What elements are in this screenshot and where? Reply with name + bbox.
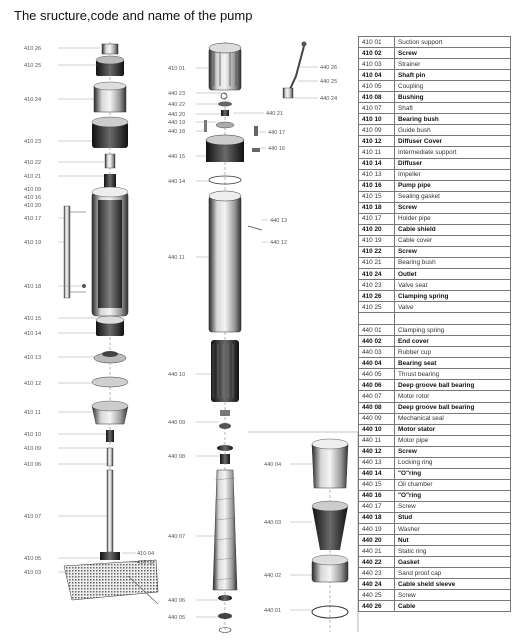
part-name: Bearing seat <box>395 358 511 369</box>
table-row <box>359 479 511 490</box>
part-name: Screw <box>395 501 511 512</box>
part-name: Cable cover <box>395 235 511 246</box>
table-row <box>359 535 511 546</box>
part-name: Clamping spring <box>395 291 511 302</box>
part-name: Thrust bearing <box>395 369 511 380</box>
callout-label: 440 02 <box>264 573 282 579</box>
callout-label: 440 06 <box>168 598 186 604</box>
callout-label: 410 26 <box>24 46 42 52</box>
part-name: Diffuser Cover <box>395 136 511 147</box>
part-code: 440 24 <box>359 579 395 590</box>
table-row <box>359 257 511 268</box>
table-row <box>359 235 511 246</box>
part-code: 440 20 <box>359 535 395 546</box>
part-name: Deep groove ball bearing <box>395 402 511 413</box>
callout-label: 440 17 <box>268 130 286 136</box>
callout-label: 410 01 <box>168 66 186 72</box>
callout-label: 410 12 <box>24 381 42 387</box>
callout-label: 410 14 <box>24 331 42 337</box>
table-row <box>359 202 511 213</box>
part-code: 410 02 <box>359 48 395 59</box>
left-assembly <box>64 42 158 604</box>
page-title: The sructure,code and name of the pump <box>14 8 253 23</box>
table-row <box>359 347 511 358</box>
part-name: End cover <box>395 336 511 347</box>
table-row <box>359 446 511 457</box>
table-row <box>359 48 511 59</box>
table-row <box>359 402 511 413</box>
callout-label: 410 10 <box>24 432 42 438</box>
part-code: 410 07 <box>359 103 395 114</box>
part-code: 410 20 <box>359 224 395 235</box>
part-name: Outlet <box>395 268 511 279</box>
callout-label: 440 13 <box>270 218 288 224</box>
table-row <box>359 358 511 369</box>
table-row <box>359 147 511 158</box>
part-name: Guide bush <box>395 125 511 136</box>
callout-label: 440 07 <box>168 534 186 540</box>
part-code: 440 07 <box>359 391 395 402</box>
table-row <box>359 280 511 291</box>
part-name: Holder pipe <box>395 213 511 224</box>
callout-label: 410 06 <box>24 462 42 468</box>
center-assembly <box>204 42 307 633</box>
table-row <box>359 336 511 347</box>
part-name: Screw <box>395 246 511 257</box>
part-code <box>359 313 395 325</box>
table-row <box>359 325 511 336</box>
callout-label: 410 18 <box>24 284 42 290</box>
callout-label: 410 05 <box>24 556 42 562</box>
callout-label: 410 02 <box>137 560 155 566</box>
table-row <box>359 512 511 523</box>
part-code: 410 24 <box>359 268 395 279</box>
callout-label: 440 18 <box>168 129 186 135</box>
table-row <box>359 136 511 147</box>
table-row <box>359 579 511 590</box>
part-name: Static ring <box>395 546 511 557</box>
callout-label: 440 19 <box>168 120 186 126</box>
part-code: 410 21 <box>359 257 395 268</box>
part-name: Impeller <box>395 169 511 180</box>
callout-label: 410 09 <box>24 187 42 193</box>
part-name <box>395 313 511 325</box>
part-code: 410 18 <box>359 202 395 213</box>
callout-label: 440 01 <box>264 608 282 614</box>
part-name: Screw <box>395 202 511 213</box>
part-name: Cable shield <box>395 224 511 235</box>
table-row <box>359 246 511 257</box>
callout-label: 440 08 <box>168 454 186 460</box>
part-name: Screw <box>395 590 511 601</box>
part-code: 440 13 <box>359 457 395 468</box>
part-code: 410 23 <box>359 280 395 291</box>
callout-label: 410 15 <box>24 316 42 322</box>
part-code: 410 09 <box>359 125 395 136</box>
table-row <box>359 546 511 557</box>
table-row <box>359 457 511 468</box>
callout-label: 410 17 <box>24 216 42 222</box>
part-name: Gasket <box>395 557 511 568</box>
part-name: Locking ring <box>395 457 511 468</box>
part-name: Motor pipe <box>395 435 511 446</box>
table-row <box>359 213 511 224</box>
part-code: 440 21 <box>359 546 395 557</box>
table-row <box>359 180 511 191</box>
table-row <box>359 557 511 568</box>
parts-table-body <box>359 37 511 612</box>
part-code: 440 06 <box>359 380 395 391</box>
part-name: Motor rotor <box>395 391 511 402</box>
callout-label: 440 04 <box>264 462 282 468</box>
part-name: Shaft pin <box>395 70 511 81</box>
callout-label: 410 07 <box>24 514 42 520</box>
callout-label: 410 23 <box>24 139 42 145</box>
part-code: 410 10 <box>359 114 395 125</box>
part-name: Screw <box>395 48 511 59</box>
part-code: 410 16 <box>359 180 395 191</box>
part-name: Valve <box>395 302 511 313</box>
part-code: 410 22 <box>359 246 395 257</box>
callout-label: 440 24 <box>320 96 338 102</box>
callout-label: 410 11 <box>24 410 41 416</box>
table-row <box>359 191 511 202</box>
part-code: 440 23 <box>359 568 395 579</box>
part-name: Mechanical seal <box>395 413 511 424</box>
part-name: Suction support <box>395 37 511 48</box>
table-row <box>359 391 511 402</box>
callout-label: 410 04 <box>137 551 155 557</box>
part-name: Coupling <box>395 81 511 92</box>
table-row <box>359 125 511 136</box>
table-row <box>359 380 511 391</box>
callout-label: 440 26 <box>320 65 338 71</box>
part-code: 440 08 <box>359 402 395 413</box>
table-row <box>359 302 511 313</box>
part-code: 440 04 <box>359 358 395 369</box>
part-name: Diffuser <box>395 158 511 169</box>
callout-label: 410 16 <box>24 195 42 201</box>
part-code: 410 19 <box>359 235 395 246</box>
callout-label: 440 21 <box>266 111 284 117</box>
table-row <box>359 501 511 512</box>
part-code: 410 26 <box>359 291 395 302</box>
part-name: Rubber cup <box>395 347 511 358</box>
table-row <box>359 524 511 535</box>
part-code: 410 14 <box>359 158 395 169</box>
table-row <box>359 369 511 380</box>
callout-label: 440 23 <box>168 91 186 97</box>
table-row <box>359 268 511 279</box>
part-name: Cable sheld sleeve <box>395 579 511 590</box>
table-row <box>359 224 511 235</box>
part-code: 410 01 <box>359 37 395 48</box>
part-name: Motor stator <box>395 424 511 435</box>
table-row <box>359 37 511 48</box>
part-name: Bearing bush <box>395 114 511 125</box>
callout-label: 440 20 <box>168 112 186 118</box>
part-code: 440 14 <box>359 468 395 479</box>
part-name: Nut <box>395 535 511 546</box>
callout-label: 440 22 <box>168 102 186 108</box>
table-row <box>359 568 511 579</box>
part-code: 440 05 <box>359 369 395 380</box>
part-code: 410 13 <box>359 169 395 180</box>
table-row <box>359 103 511 114</box>
callout-label: 440 05 <box>168 615 186 621</box>
callout-label: 440 09 <box>168 420 186 426</box>
part-code: 440 22 <box>359 557 395 568</box>
part-code: 440 25 <box>359 590 395 601</box>
callout-label: 410 24 <box>24 97 42 103</box>
table-row <box>359 70 511 81</box>
part-code: 440 11 <box>359 435 395 446</box>
part-name: Clamping spring <box>395 325 511 336</box>
callout-label: 410 03 <box>24 570 42 576</box>
part-code: 410 08 <box>359 92 395 103</box>
table-row <box>359 169 511 180</box>
callout-labels <box>24 46 337 621</box>
callout-label: 440 11 <box>168 255 185 261</box>
table-row <box>359 490 511 501</box>
callout-label: 440 16 <box>268 146 286 152</box>
part-name: Intermediate support <box>395 147 511 158</box>
part-code: 410 15 <box>359 191 395 202</box>
part-code: 440 26 <box>359 601 395 612</box>
callout-label: 440 03 <box>264 520 282 526</box>
part-name: Cable <box>395 601 511 612</box>
part-name: Bushing <box>395 92 511 103</box>
part-code: 440 03 <box>359 347 395 358</box>
part-name: Sealing gasket <box>395 191 511 202</box>
part-name: Strainer <box>395 59 511 70</box>
part-name: Sand proof cap <box>395 568 511 579</box>
table-row <box>359 114 511 125</box>
table-row <box>359 92 511 103</box>
callout-label: 410 20 <box>24 203 42 209</box>
table-row <box>359 424 511 435</box>
table-row <box>359 590 511 601</box>
part-code: 440 01 <box>359 325 395 336</box>
part-code: 440 16 <box>359 490 395 501</box>
part-code: 410 12 <box>359 136 395 147</box>
part-code: 410 17 <box>359 213 395 224</box>
part-name: Deep groove ball bearing <box>395 380 511 391</box>
part-name: Pump pipe <box>395 180 511 191</box>
callout-label: 410 22 <box>24 160 42 166</box>
callout-label: 440 15 <box>168 154 186 160</box>
part-code: 440 19 <box>359 524 395 535</box>
part-name: Oil chamber <box>395 479 511 490</box>
part-code: 440 17 <box>359 501 395 512</box>
part-name: "O"ring <box>395 468 511 479</box>
table-row <box>359 59 511 70</box>
part-code: 410 25 <box>359 302 395 313</box>
callout-label: 440 25 <box>320 79 338 85</box>
table-row <box>359 81 511 92</box>
part-code: 440 09 <box>359 413 395 424</box>
table-row <box>359 158 511 169</box>
callout-label: 410 25 <box>24 63 42 69</box>
part-name: Washer <box>395 524 511 535</box>
part-code: 440 02 <box>359 336 395 347</box>
table-row <box>359 468 511 479</box>
part-code: 440 10 <box>359 424 395 435</box>
callout-label: 440 10 <box>168 372 186 378</box>
callout-label: 410 09 <box>24 446 42 452</box>
part-name: Screw <box>395 446 511 457</box>
table-row <box>359 291 511 302</box>
part-name: "O"ring <box>395 490 511 501</box>
part-name: Shaft <box>395 103 511 114</box>
parts-table <box>358 36 511 612</box>
part-code: 440 15 <box>359 479 395 490</box>
part-code: 410 03 <box>359 59 395 70</box>
callout-label: 440 12 <box>270 240 288 246</box>
part-name: Valve seat <box>395 280 511 291</box>
table-row-spacer <box>359 313 511 325</box>
part-name: Bearing bush <box>395 257 511 268</box>
table-row <box>359 601 511 612</box>
part-code: 440 12 <box>359 446 395 457</box>
callout-label: 410 13 <box>24 355 42 361</box>
part-code: 410 04 <box>359 70 395 81</box>
part-code: 410 05 <box>359 81 395 92</box>
table-row <box>359 435 511 446</box>
callout-label: 440 14 <box>168 179 186 185</box>
callout-label: 410 19 <box>24 240 42 246</box>
part-code: 410 11 <box>359 147 395 158</box>
callout-label: 410 21 <box>24 174 42 180</box>
part-name: Stud <box>395 512 511 523</box>
table-row <box>359 413 511 424</box>
part-code: 440 18 <box>359 512 395 523</box>
